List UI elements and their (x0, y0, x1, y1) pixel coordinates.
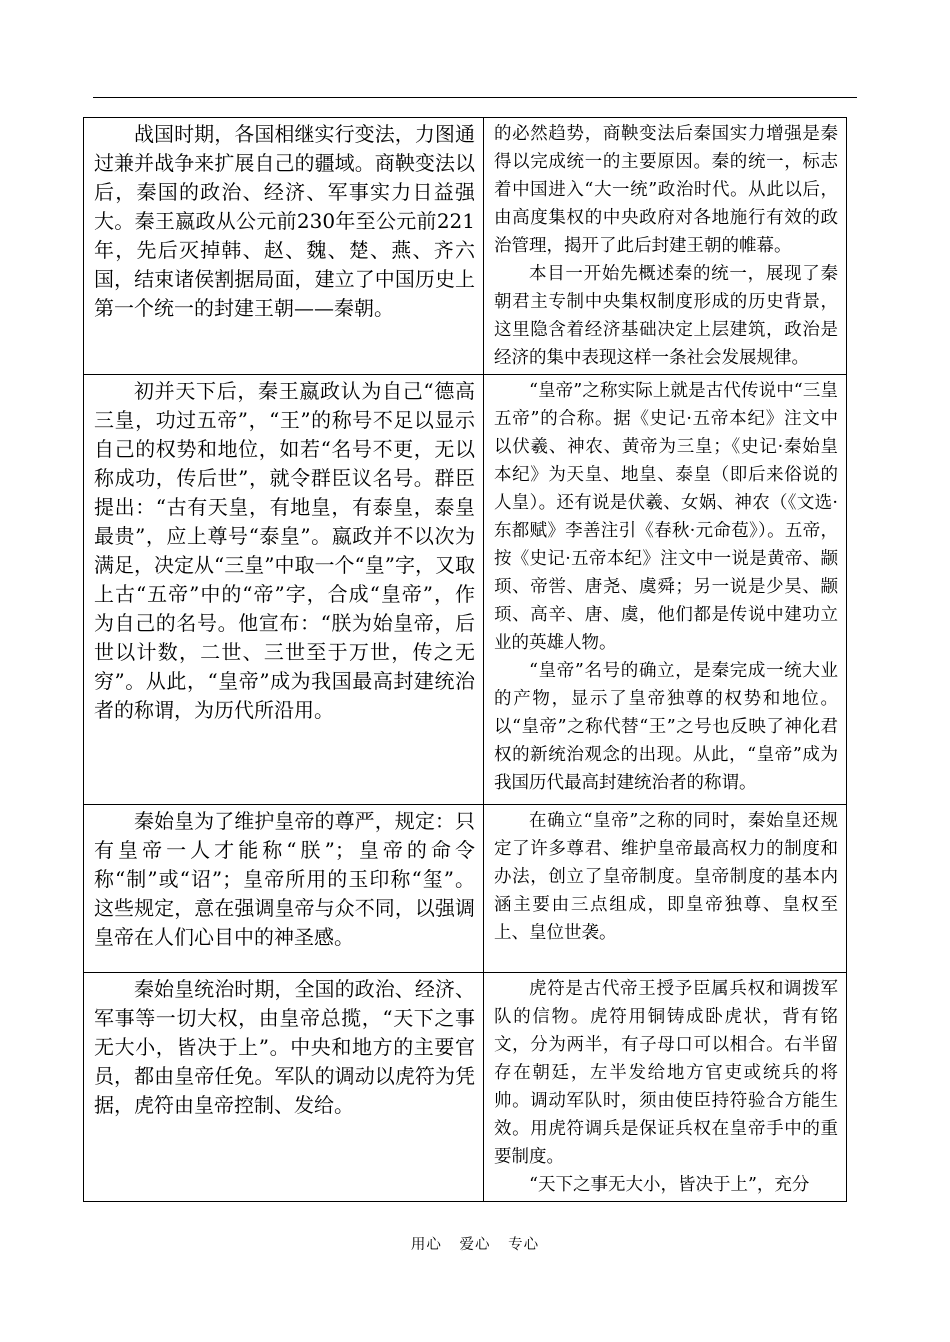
table-row (84, 805, 847, 973)
paragraph: “皇帝”之称实际上就是古代传说中“三皇五帝”的合称。据《史记·五帝本纪》注文中以伏羲、神农、黄帝为三皇；《史记·秦始皇本纪》为天皇、地皇、泰皇（即后来俗说的人皇）。还有说是伏羲、女娲、神农（《文选·东都赋》李善注引《春秋·元命苞》）。五帝，按《史记·五帝本纪》注文中一说是黄帝、颛顼、帝喾、唐尧、虞舜；另一说是少昊、颛顼、高辛、唐、虞，他们都是传说中建功立业的英雄人物。 (494, 381, 838, 653)
header-rule (93, 97, 857, 98)
paragraph: 初并天下后，秦王嬴政认为自己“德高三皇，功过五帝”，“王”的称号不足以显示自己的权势和地位，如若“名号不更，无以称成功，传后世”，就令群臣议名号。群臣提出：“古有天皇，有地皇，有泰皇，泰皇最贵”，应上尊号“泰皇”。嬴政并不以次为满足，决定从“三皇”中取一个“皇”字，又取上古“五帝”中的“帝”字，合成“皇帝”，作为自己的名号。他宣布：“朕为始皇帝，后世以计数，二世、三世至于万世，传之无穷”。从此，“皇帝”成为我国最高封建统治者的称谓，为历代所沿用。 (94, 379, 475, 722)
content-table (83, 117, 847, 1202)
right-cell (484, 118, 847, 375)
right-cell (484, 973, 847, 1202)
paragraph: 本目一开始先概述秦的统一，展现了秦朝君主专制中央集权制度形成的历史背景，这里隐含着经济基础决定上层建筑，政治是经济的集中表现这样一条社会发展规律。 (494, 264, 838, 368)
left-cell (84, 805, 484, 973)
paragraph: 秦始皇统治时期，全国的政治、经济、军事等一切大权，由皇帝总揽，“天下之事无大小，皆决于上”。中央和地方的主要官员，都由皇帝任免。军队的调动以虎符为凭据，虎符由皇帝控制、发给。 (94, 977, 475, 1117)
paragraph: “皇帝”名号的确立，是秦完成一统大业的产物，显示了皇帝独尊的权势和地位。以“皇帝”之称代替“王”之号也反映了神化君权的新统治观念的出现。从此，“皇帝”成为我国历代最高封建统治者的称谓。 (494, 661, 838, 793)
paragraph: 战国时期，各国相继实行变法，力图通过兼并战争来扩展自己的疆域。商鞅变法以后，秦国的政治、经济、军事实力日益强大。秦王嬴政从公元前230年至公元前221年，先后灭掉韩、赵、魏、楚、燕、齐六国，结束诸侯割据局面，建立了中国历史上第一个统一的封建王朝——秦朝。 (94, 122, 475, 320)
paragraph: 虎符是古代帝王授予臣属兵权和调拨军队的信物。虎符用铜铸成卧虎状，背有铭文，分为两半，有子母口可以相合。右半留存在朝廷，左半发给地方官吏或统兵的将帅。调动军队时，须由使臣持符验合方能生效。用虎符调兵是保证兵权在皇帝手中的重要制度。 (494, 979, 838, 1167)
footer-word: 爱心 (459, 1237, 491, 1253)
paragraph: 的必然趋势，商鞅变法后秦国实力增强是秦得以完成统一的主要原因。秦的统一，标志着中国进入“大一统”政治时代。从此以后，由高度集权的中央政府对各地施行有效的政治管理，揭开了此后封建王朝的帷幕。 (494, 124, 838, 256)
left-cell (84, 973, 484, 1202)
table-row (84, 118, 847, 375)
footer-word: 专心 (508, 1237, 540, 1253)
right-cell (484, 375, 847, 805)
paragraph: 在确立“皇帝”之称的同时，秦始皇还规定了许多尊君、维护皇帝最高权力的制度和办法，创立了皇帝制度。皇帝制度的基本内涵主要由三点组成，即皇帝独尊、皇权至上、皇位世袭。 (494, 811, 838, 943)
footer-word: 用心 (410, 1237, 442, 1253)
paragraph: “天下之事无大小，皆决于上”，充分 (529, 1175, 810, 1195)
paragraph: 秦始皇为了维护皇帝的尊严，规定：只有皇帝一人才能称“朕”；皇帝的命令称“制”或“诏”；皇帝所用的玉印称“玺”。这些规定，意在强调皇帝与众不同，以强调皇帝在人们心目中的神圣感。 (94, 809, 475, 949)
left-cell (84, 118, 484, 375)
left-cell (84, 375, 484, 805)
page-footer (0, 1233, 950, 1254)
right-cell (484, 805, 847, 973)
table-row (84, 973, 847, 1202)
table-row (84, 375, 847, 805)
